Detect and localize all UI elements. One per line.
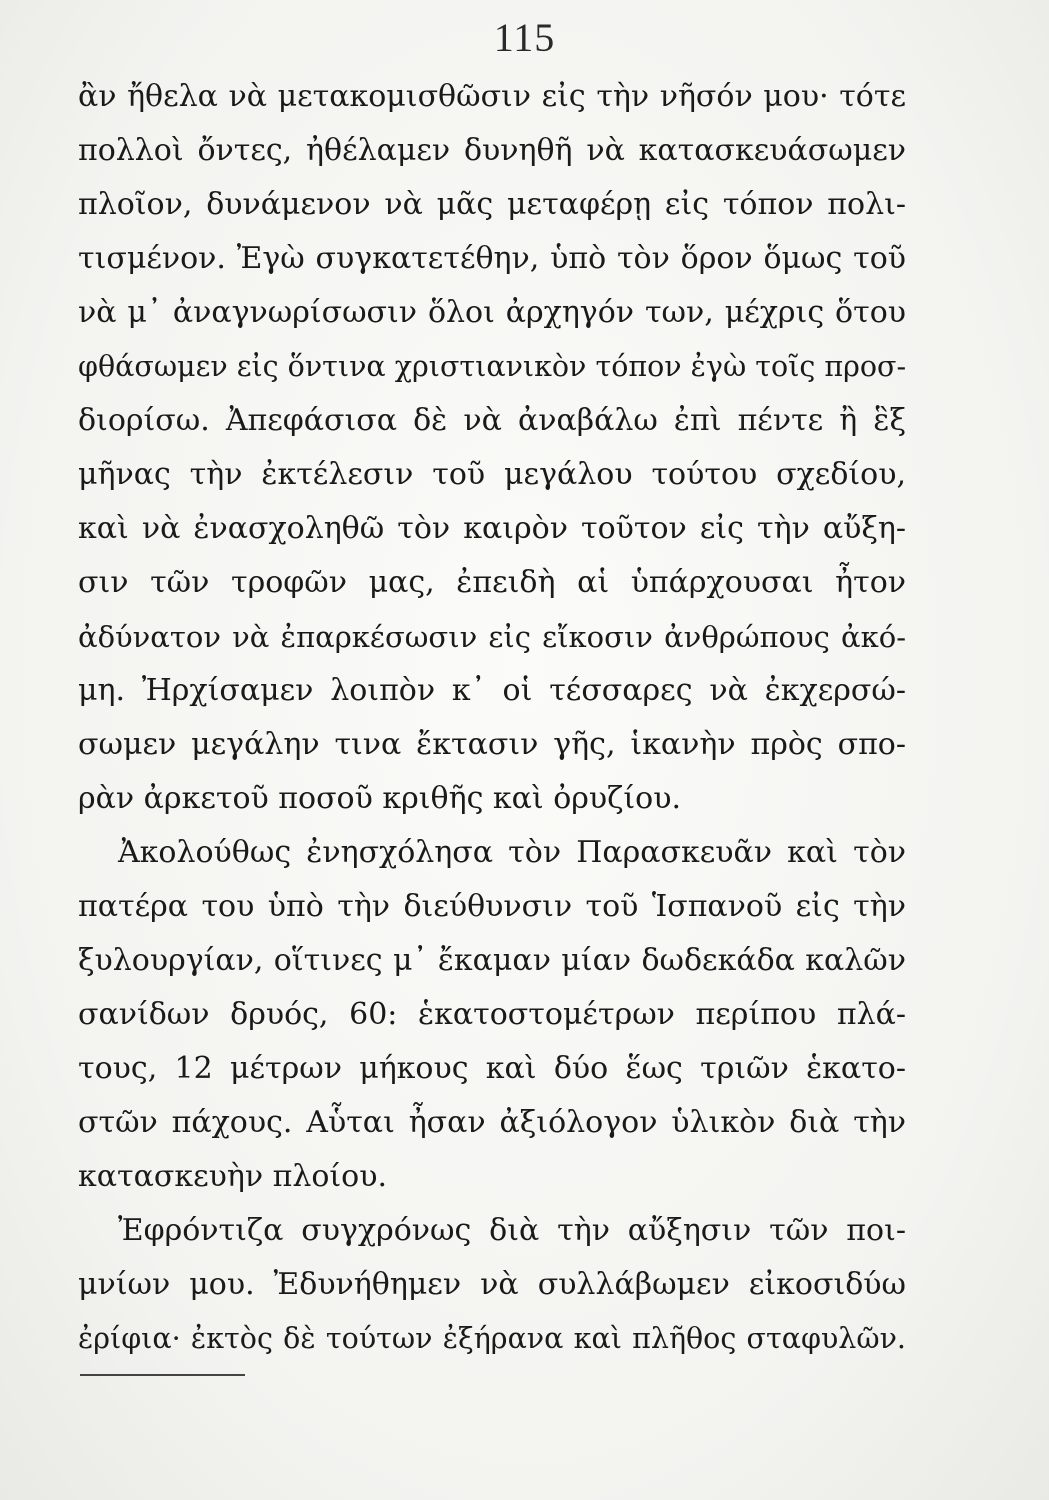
paragraph-start-line: Ἀκολούθως ἐνησχόλησα τὸν Παρασκευᾶν καὶ τὸν (118, 835, 906, 870)
text-line: μῆνας τὴν ἐκτέλεσιν τοῦ μεγάλου τούτου σχεδίου, (78, 457, 906, 492)
text-line: καὶ νὰ ἐνασχοληθῶ τὸν καιρὸν τοῦτον εἰς τὴν αὔξη- (78, 511, 906, 546)
text-line: σωμεν μεγάλην τινα ἔκτασιν γῆς, ἱκανὴν πρὸς σπο- (78, 727, 906, 762)
text-line: τισμένον. Ἐγὼ συγκατετέθην, ὑπὸ τὸν ὅρον ὅμως τοῦ (78, 241, 906, 276)
text-line: ἀδύνατον νὰ ἐπαρκέσωσιν εἰς εἴκοσιν ἀνθρώπους ἀκό- (78, 620, 906, 654)
text-line: σανίδων δρυός, 60: ἑκατοστομέτρων περίπου πλά- (78, 997, 906, 1032)
text-line: νὰ μ᾽ ἀναγνωρίσωσιν ὅλοι ἀρχηγόν των, μέχρις ὅτου (78, 295, 906, 330)
text-line: πλοῖον, δυνάμενον νὰ μᾶς μεταφέρῃ εἰς τόπον πολι- (78, 187, 906, 222)
paragraph-start-line: Ἐφρόντιζα συγχρόνως διὰ τὴν αὔξησιν τῶν ποι- (118, 1213, 906, 1248)
text-line: ξυλουργίαν, οἵτινες μ᾽ ἔκαμαν μίαν δωδεκάδα καλῶν (78, 943, 906, 978)
text-line: πατέρα του ὑπὸ τὴν διεύθυνσιν τοῦ Ἱσπανοῦ εἰς τὴν (78, 889, 906, 924)
text-line: τους, 12 μέτρων μήκους καὶ δύο ἕως τριῶν ἑκατο- (78, 1051, 906, 1086)
text-line: μη. Ἠρχίσαμεν λοιπὸν κ᾽ οἱ τέσσαρες νὰ ἐκχερσώ- (78, 673, 906, 708)
text-line: στῶν πάχους. Αὗται ἦσαν ἀξιόλογον ὑλικὸν διὰ τὴν (78, 1105, 906, 1140)
footer-rule (80, 1374, 245, 1376)
text-line: φθάσωμεν εἰς ὅντινα χριστιανικὸν τόπον ἐγὼ τοῖς προσ- (78, 350, 906, 383)
text-line: πολλοὶ ὄντες, ἠθέλαμεν δυνηθῆ νὰ κατασκευάσωμεν (78, 133, 906, 168)
text-line: ἐρίφια· ἐκτὸς δὲ τούτων ἐξήρανα καὶ πλῆθος σταφυλῶν. (78, 1322, 906, 1355)
page-number: 115 (493, 15, 556, 60)
text-line: κατασκευὴν πλοίου. (78, 1159, 388, 1194)
body-text (78, 70, 906, 1366)
text-line: ἂν ἤθελα νὰ μετακομισθῶσιν εἰς τὴν νῆσόν μου· τότε (78, 79, 906, 114)
text-line: διορίσω. Ἀπεφάσισα δὲ νὰ ἀναβάλω ἐπὶ πέντε ἢ ἓξ (78, 403, 906, 438)
text-line: μνίων μου. Ἐδυνήθημεν νὰ συλλάβωμεν εἰκοσιδύω (78, 1267, 906, 1302)
text-line: σιν τῶν τροφῶν μας, ἐπειδὴ αἱ ὑπάρχουσαι ἦτον (78, 565, 906, 600)
text-line: ρὰν ἀρκετοῦ ποσοῦ κριθῆς καὶ ὀρυζίου. (78, 781, 682, 816)
